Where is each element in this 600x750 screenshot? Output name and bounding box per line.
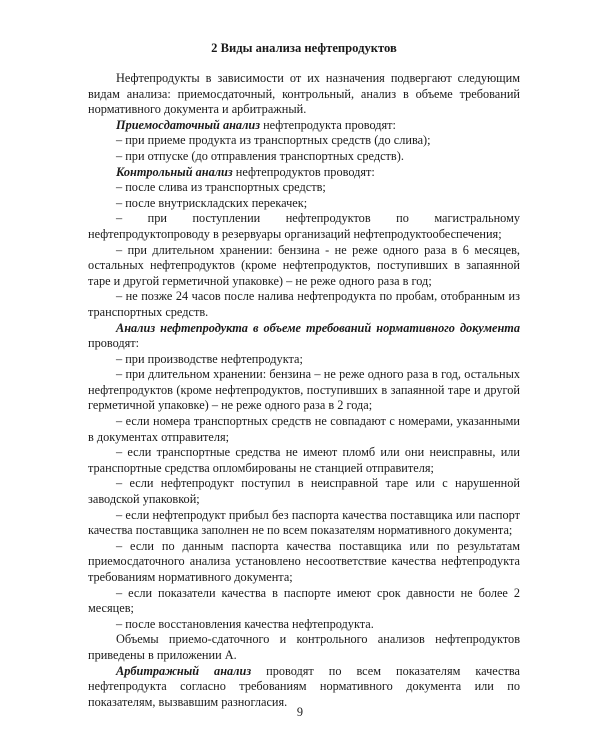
normative-item: – при длительном хранении: бензина – не реже одного раза в год, остальных нефтепродуктов (кроме нефтепродуктов, поступивших в запаянной таре и другой герметичной упаковке) – не реже одного раза в 2 года;: [88, 367, 520, 413]
control-item: – после слива из транспортных средств;: [116, 180, 326, 195]
page-number: 9: [296, 705, 304, 719]
normative-item: – если нефтепродукт прибыл без паспорта качества поставщика или паспорт качества поставщика заполнен не по всем показателям нормативного документа;: [88, 507, 520, 538]
control-item: – при длительном хранении: бензина - не реже одного раза в 6 месяцев, остальных нефтепродуктов (кроме нефтепродуктов, поступивших в запаянной таре и другой герметичной упаковке) – не реже одного раза в год;: [88, 242, 520, 288]
acceptance-item: – при приеме продукта из транспортных средств (до слива);: [116, 133, 431, 148]
acceptance-analysis-term: Приемосдаточный анализ: [116, 117, 261, 132]
normative-item: – если нефтепродукт поступил в неисправной таре или с нарушенной заводской упаковкой;: [88, 476, 520, 507]
control-analysis-term: Контрольный анализ: [116, 164, 233, 179]
arbitration-analysis-term: Арбитражный анализ: [116, 663, 252, 678]
control-item: – после внутрискладских перекачек;: [116, 195, 308, 210]
normative-analysis-heading: [88, 321, 520, 352]
arbitration-analysis-text: проводят по всем показателям качества нефтепродукта согласно требованиям нормативного документа или по показателям, вызвавшим разногласия.: [88, 663, 520, 709]
normative-item: – если транспортные средства не имеют пломб или они неисправны, или транспортные средства опломбированы не станцией отправителя;: [88, 445, 520, 475]
acceptance-item: – при отпуске (до отправления транспортных средств).: [116, 148, 404, 163]
normative-item: – после восстановления качества нефтепродукта.: [116, 616, 374, 631]
normative-analysis-term: Анализ нефтепродукта в объеме требований нормативного документа: [116, 320, 520, 335]
normative-item: – если по данным паспорта качества поставщика или по результатам приемосдаточного анализа установлено несоответствие качества нефтепродукта требованиям нормативного документа;: [88, 538, 520, 584]
control-item: – не позже 24 часов после налива нефтепродукта по пробам, отобранным из транспортных средств.: [88, 289, 520, 319]
arbitration-paragraph: [88, 664, 520, 711]
normative-item: – если показатели качества в паспорте имеют срок давности не более 2 месяцев;: [88, 585, 520, 616]
page-content: [88, 40, 520, 710]
control-analysis-heading: [88, 165, 520, 181]
intro-paragraph: Нефтепродукты в зависимости от их назначения подвергают следующим видам анализа: приемосдаточный, контрольный, анализ в объеме требований нормативного документа и арбитражный.: [88, 71, 520, 117]
control-analysis-lead: нефтепродуктов проводят:: [232, 164, 375, 179]
normative-analysis-lead: проводят:: [88, 336, 140, 351]
control-item: – при поступлении нефтепродуктов по магистральному нефтепродуктопроводу в резервуары организаций нефтепродуктообеспечения;: [88, 211, 520, 241]
normative-item: – если номера транспортных средств не совпадают с номерами, указанными в документах отправителя;: [88, 414, 520, 444]
section-title: 2 Виды анализа нефтепродуктов: [211, 41, 397, 55]
acceptance-analysis-heading: [88, 118, 520, 134]
normative-item: – при производстве нефтепродукта;: [116, 351, 303, 366]
acceptance-analysis-lead: нефтепродукта проводят:: [260, 117, 396, 132]
volumes-paragraph: Объемы приемо-сдаточного и контрольного анализов нефтепродуктов приведены в приложении А.: [88, 632, 520, 662]
